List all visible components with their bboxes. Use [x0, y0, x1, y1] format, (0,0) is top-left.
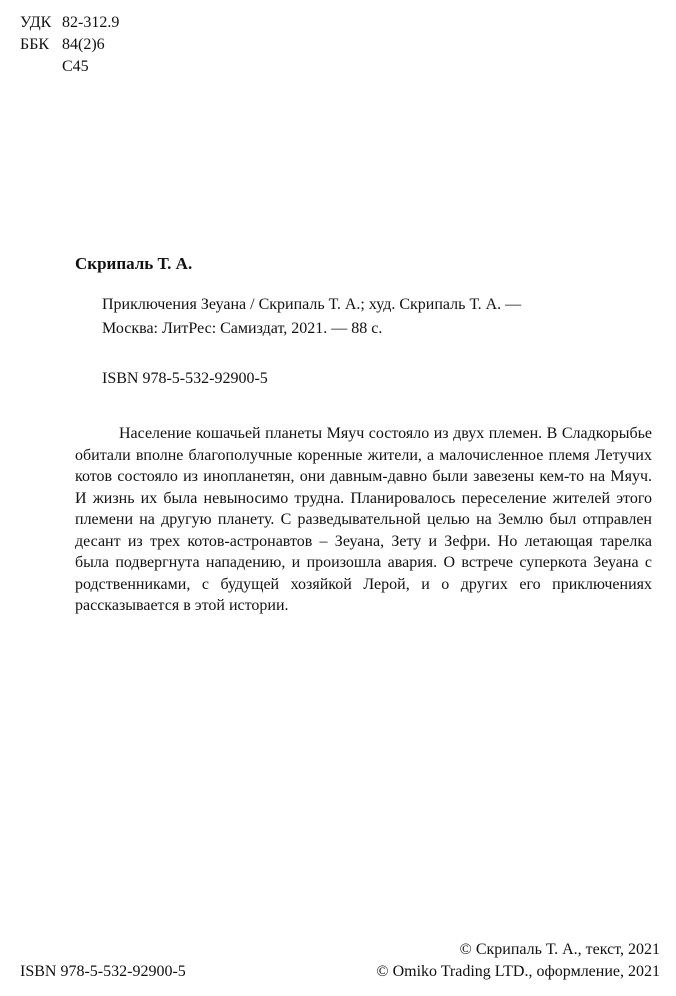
bibliographic-line-1: Приключения Зеуана / Скрипаль Т. А.; худ. Скрипаль Т. А. —: [102, 296, 522, 313]
author-mark: С45: [62, 58, 89, 75]
copyright-design-line: © Omiko Trading LTD., оформление, 2021: [376, 963, 660, 980]
author-mark-spacer: [20, 56, 62, 78]
isbn-bottom: ISBN 978-5-532-92900-5: [20, 963, 186, 980]
classification-block: [20, 12, 119, 78]
udk-code: 82-312.9: [62, 14, 120, 31]
udk-row: [20, 12, 119, 34]
copyright-text-line: © Скрипаль Т. А., текст, 2021: [459, 941, 660, 958]
annotation: [75, 423, 652, 617]
bbk-label: ББК: [20, 36, 50, 53]
author-mark-row: [20, 56, 119, 78]
bbk-code: 84(2)6: [62, 36, 105, 53]
udk-label: УДК: [20, 14, 52, 31]
annotation-text: Население кошачьей планеты Мяуч состояло из двух племен. В Сладкорыбье обитали вполне благополучные коренные жители, а малочисленное племя Летучих котов состояло из инопланетян, они давным-давно были завезены кем-то на Мяуч. И жизнь их была невыносимо трудна. Планировалось переселение жителей этого племени на другую планету. С разведывательной целью на Землю был отправлен десант из трех котов-астронавтов – Зеуана, Зету и Зефри. Но летающая тарелка была подвергнута нападению, и произошла авария. О встрече суперкота Зеуана с родственниками, с будущей хозяйкой Лерой, и о других его приключениях рассказывается в этой истории.: [75, 425, 652, 614]
bbk-row: [20, 34, 119, 56]
isbn-top: ISBN 978-5-532-92900-5: [102, 370, 268, 387]
bibliographic-description: [102, 293, 642, 341]
bibliographic-line-2: Москва: ЛитРес: Самиздат, 2021. — 88 с.: [102, 320, 383, 337]
author-heading: Скрипаль Т. А.: [75, 254, 193, 273]
copyright-block: [376, 939, 660, 983]
